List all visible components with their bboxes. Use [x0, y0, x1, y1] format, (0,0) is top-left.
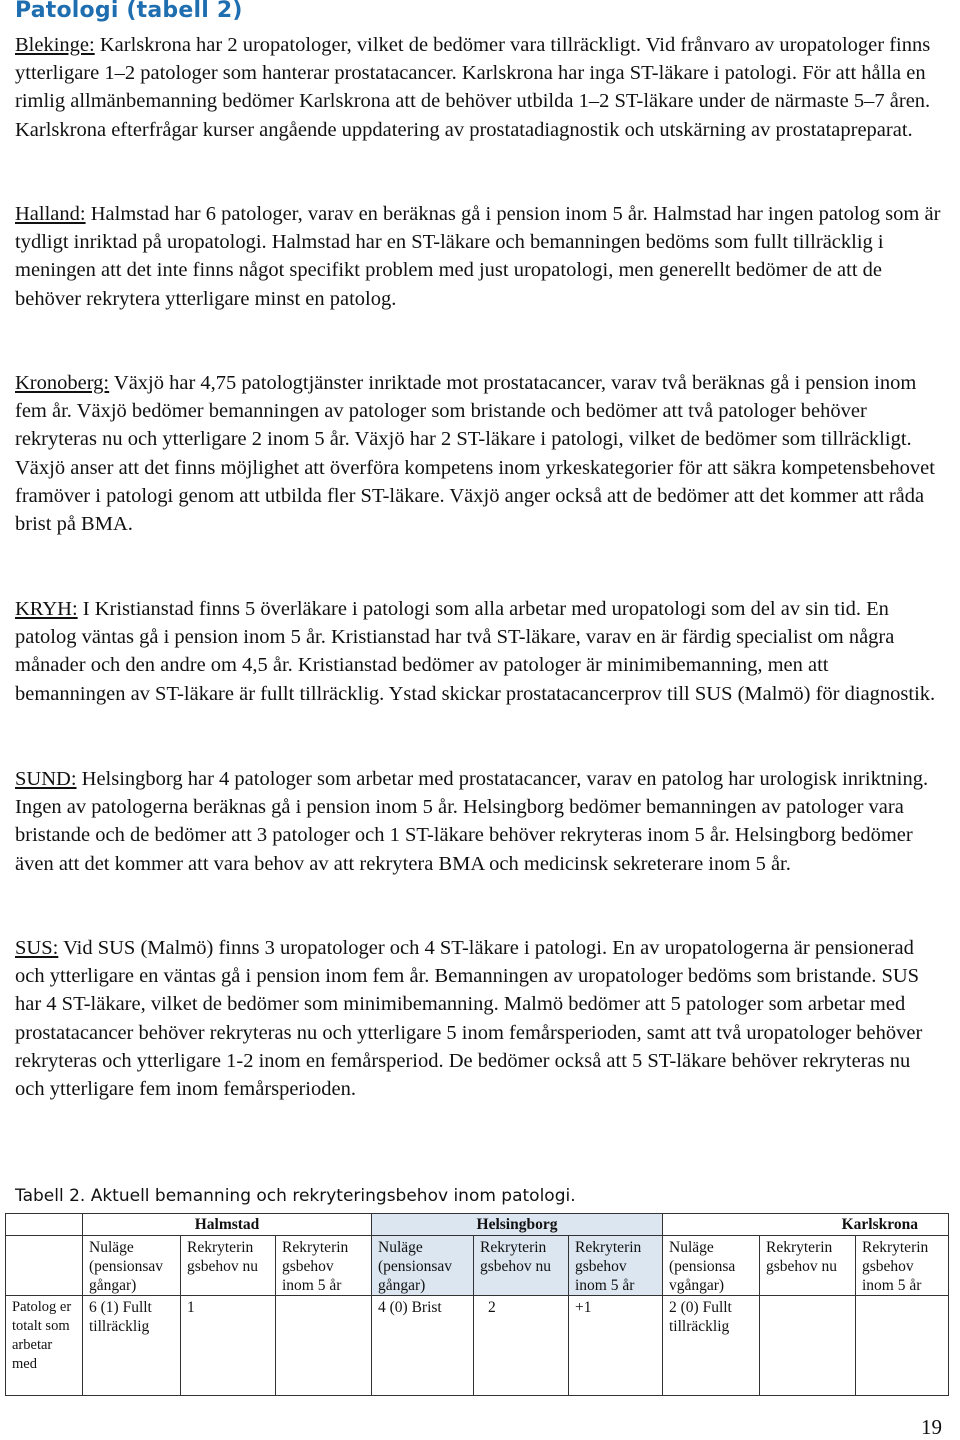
region-label: Halland:: [15, 203, 86, 225]
staffing-table: [5, 1213, 949, 1396]
data-cell: 2 (0) Fullt tillräcklig: [663, 1296, 760, 1396]
table-corner-cell: [6, 1214, 83, 1236]
page-number: 19: [921, 1415, 942, 1439]
paragraph-text: Helsingborg har 4 patologer som arbetar med prostatacancer, varav en patolog har urologisk inriktning. Ingen av patologerna beräknas gå i pension inom 5 år. Helsingborg bedömer bemanningen av patologer vara bristande och de bedömer att 3 patologer och 1 ST-läkare behöver rekryteras inom 5 år. Helsingborg bedömer även att det kommer att vara behov av att rekrytera BMA och medicinsk sekreterare inom 5 år.: [15, 768, 929, 875]
subheader-cell: Rekryterin gsbehov inom 5 år: [569, 1236, 663, 1296]
region-label: KRYH:: [15, 598, 78, 620]
data-cell: 1: [181, 1296, 276, 1396]
paragraph-blekinge: [15, 31, 943, 144]
region-label: Kronoberg:: [15, 372, 110, 394]
group-header-helsingborg: Helsingborg: [372, 1214, 663, 1236]
paragraph-text: Växjö har 4,75 patologtjänster inriktade mot prostatacancer, varav två beräknas gå i pension inom fem år. Växjö bedömer bemanningen av patologer som bristande och bedömer att två patologer behöver rekryteras nu och ytterligare 2 inom 5 år. Växjö har 2 ST-läkare i patologi, vilket de bedömer som tillräckligt. Växjö anser att det finns möjlighet att överföra kompetens inom yrkeskategorier för att säkra kompetensbehovet framöver i patologi genom att utbilda fler ST-läkare. Växjö anger också att de bedömer att det kommer att råda brist på BMA.: [15, 372, 935, 536]
group-header-halmstad: Halmstad: [83, 1214, 372, 1236]
data-cell: [856, 1296, 949, 1396]
subheader-cell: Nuläge (pensionsa vgångar): [663, 1236, 760, 1296]
data-cell: [276, 1296, 372, 1396]
data-cell: 4 (0) Brist: [372, 1296, 474, 1396]
data-cell: +1: [569, 1296, 663, 1396]
subheader-cell: Rekryterin gsbehov inom 5 år: [856, 1236, 949, 1296]
group-header-karlskrona: Karlskrona: [663, 1214, 949, 1236]
paragraph-halland: [15, 200, 943, 313]
paragraph-text: Vid SUS (Malmö) finns 3 uropatologer och 4 ST-läkare i patologi. En av uropatologerna är pensionerad och ytterligare en väntas gå i pension inom fem år. Bemanningen av uropatologer bedöms som bristande. SUS har 4 ST-läkare, vilket de bedömer som minimibemanning. Malmö bedömer att 5 patologer som arbetar med prostatacancer behöver rekryteras nu och ytterligare 5 inom femårsperioden, samt att två uropatologer behöver rekryteras och ytterligare 1-2 inom en femårsperiod. De bedömer också att 5 ST-läkare behöver rekryteras nu och ytterligare fem inom femårsperioden.: [15, 937, 923, 1101]
paragraph-text: Halmstad har 6 patologer, varav en beräknas gå i pension inom 5 år. Halmstad har ingen patolog som är tydligt inriktad på uropatologi. Halmstad har en ST-läkare och bemanningen bedöms som fullt tillräcklig i meningen att det inte finns något specifikt problem med just uropatologi, men generellt bedömer de att de behöver rekrytera ytterligare minst en patolog.: [15, 203, 941, 310]
paragraph-kronoberg: [15, 369, 943, 538]
paragraph-sund: [15, 765, 943, 878]
paragraph-sus: [15, 934, 943, 1103]
row-label-cell: Patolog er totalt som arbetar med: [6, 1296, 83, 1396]
region-label: SUS:: [15, 937, 59, 959]
table-caption: Tabell 2. Aktuell bemanning och rekryteringsbehov inom patologi.: [15, 1186, 576, 1206]
region-label: SUND:: [15, 768, 77, 790]
region-label: Blekinge:: [15, 34, 95, 56]
table-group-row: [6, 1214, 949, 1236]
section-heading: Patologi (tabell 2): [15, 0, 243, 23]
subheader-cell: Nuläge (pensionsav gångar): [372, 1236, 474, 1296]
subheader-cell: Nuläge (pensionsav gångar): [83, 1236, 181, 1296]
paragraph-kryh: [15, 595, 943, 708]
subheader-cell: Rekryterin gsbehov nu: [760, 1236, 856, 1296]
subheader-cell: Rekryterin gsbehov nu: [474, 1236, 569, 1296]
data-cell: 2: [474, 1296, 569, 1396]
data-cell: [760, 1296, 856, 1396]
subheader-cell: Rekryterin gsbehov inom 5 år: [276, 1236, 372, 1296]
paragraph-text: Karlskrona har 2 uropatologer, vilket de bedömer vara tillräckligt. Vid frånvaro av uropatologer finns ytterligare 1–2 patologer som hanterar prostatacancer. Karlskrona har inga ST-läkare i patologi. För att hålla en rimlig allmänbemanning bedömer Karlskrona att de behöver utbilda 1–2 ST-läkare under de närmaste 5–7 åren. Karlskrona efterfrågar kurser angående uppdatering av prostatadiagnostik och utskärning av prostatapreparat.: [15, 34, 931, 141]
data-cell: 6 (1) Fullt tillräcklig: [83, 1296, 181, 1396]
paragraph-text: I Kristianstad finns 5 överläkare i patologi som alla arbetar med uropatologi som del av sin tid. En patolog väntas gå i pension inom 5 år. Kristianstad har två ST-läkare, varav en är färdig specialist om några månader och den andre om 4,5 år. Kristianstad bedömer av patologer är minimibemanning, men att bemanningen av ST-läkare är fullt tillräcklig. Ystad skickar prostatacancerprov till SUS (Malmö) för diagnostik.: [15, 598, 936, 705]
table-subheader-row: [6, 1236, 949, 1296]
subheader-cell: Rekryterin gsbehov nu: [181, 1236, 276, 1296]
table-row-label-empty: [6, 1236, 83, 1296]
table-row: [6, 1296, 949, 1396]
